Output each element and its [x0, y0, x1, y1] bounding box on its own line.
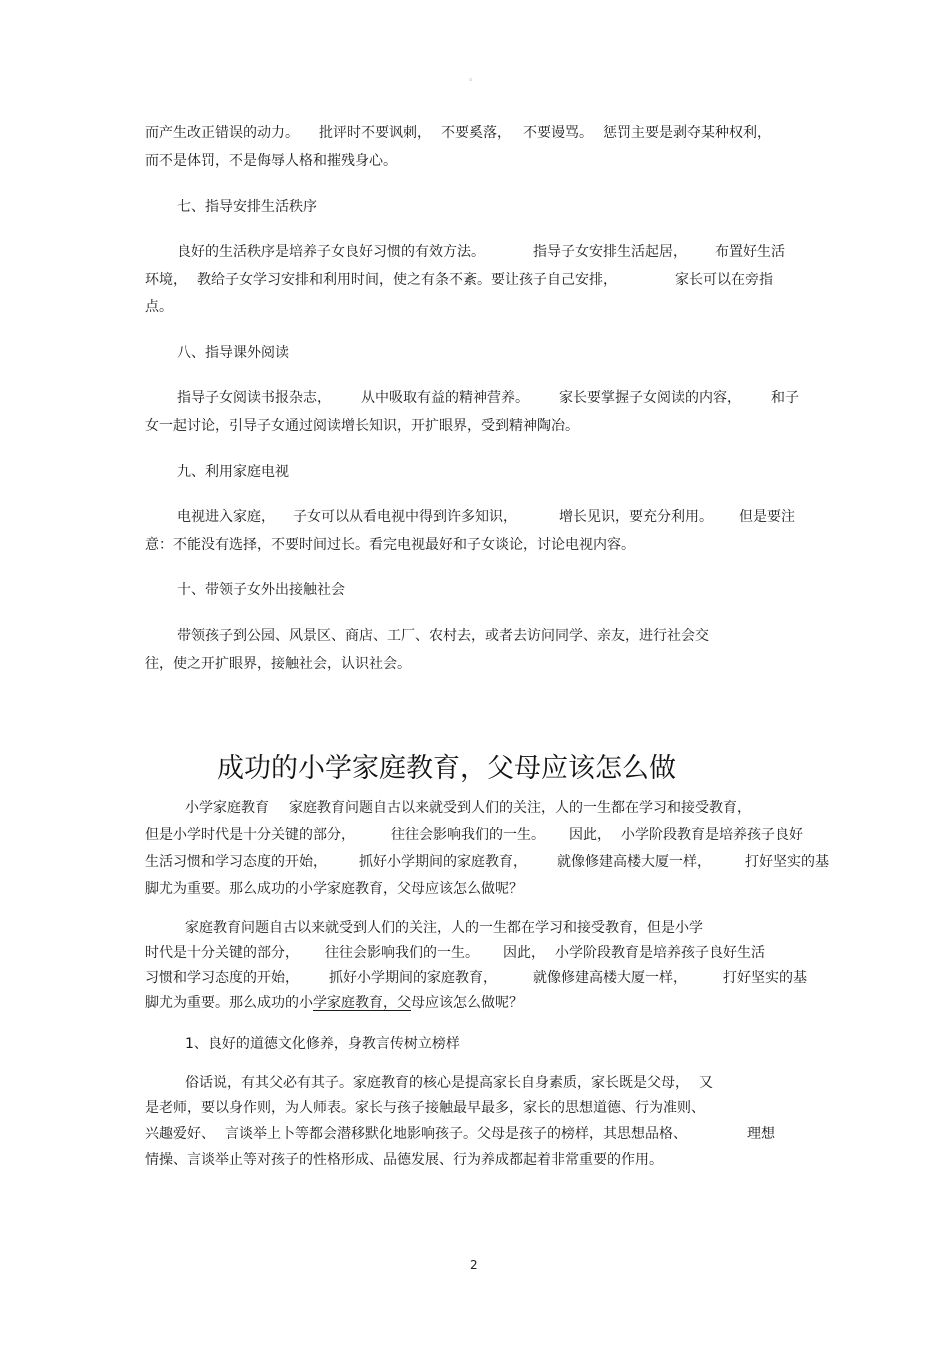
text-line	[177, 507, 795, 527]
text-span: 指导子女安排生活起居，	[533, 244, 687, 260]
underlined-text: 学家庭教育，父	[313, 995, 411, 1011]
text-line	[185, 1073, 713, 1093]
text-span: 因此，	[503, 945, 545, 961]
text-span: 但是小学时代是十分关键的部分，	[145, 827, 355, 843]
text-span: 打好坚实的基	[723, 970, 807, 986]
text-span: 惩罚主要是剥夺某种权利，	[603, 125, 771, 141]
text-span: 脚尤为重要。那么成功的小	[145, 995, 313, 1011]
text-line	[177, 242, 785, 262]
text-span: 习惯和学习态度的开始，	[145, 970, 299, 986]
text-line: 脚尤为重要。那么成功的小学家庭教育，父母应该怎么做呢？	[145, 881, 523, 897]
text-span: 抓好小学期间的家庭教育，	[359, 854, 527, 870]
text-line: 点。	[145, 299, 173, 315]
text-span: 教给子女学习安排和利用时间，使之有条不紊。要让孩子自己安排，	[197, 272, 617, 288]
text-line	[145, 943, 765, 963]
text-line	[177, 388, 799, 408]
text-line: 是老师，要以身作则，为人师表。家长与孩子接触最早最多，家长的思想道德、行为准则、	[145, 1100, 705, 1116]
text-span: 因此，	[569, 827, 611, 843]
text-line	[145, 852, 829, 872]
text-span: 不要奚落，	[441, 125, 511, 141]
text-span: 而产生改正错误的动力。	[145, 125, 299, 141]
point-heading: 1、良好的道德文化修养，身教言传树立榜样	[185, 1036, 460, 1052]
text-line	[145, 968, 807, 988]
section-heading: 九、利用家庭电视	[177, 464, 289, 480]
text-span: 小学阶段教育是培养孩子良好	[621, 827, 803, 843]
text-span: 打好坚实的基	[745, 854, 829, 870]
text-span: 往往会影响我们的一生。	[391, 827, 545, 843]
header-mark: 。	[469, 73, 479, 83]
text-line	[145, 1124, 775, 1144]
article-title: 成功的小学家庭教育，父母应该怎么做	[217, 753, 676, 784]
text-span: 理想	[747, 1126, 775, 1142]
text-span: 环境，	[145, 272, 187, 288]
text-line: 往，使之开扩眼界，接触社会，认识社会。	[145, 656, 411, 672]
text-span: 良好的生活秩序是培养子女良好习惯的有效方法。	[177, 244, 485, 260]
text-line	[145, 123, 771, 143]
text-span: 就像修建高楼大厦一样，	[557, 854, 711, 870]
text-line	[145, 825, 803, 845]
text-span: 又	[699, 1075, 713, 1091]
section-heading: 八、指导课外阅读	[177, 345, 289, 361]
text-line	[145, 993, 523, 1013]
text-line: 女一起讨论，引导子女通过阅读增长知识，开扩眼界，受到精神陶冶。	[145, 418, 579, 434]
text-line: 家庭教育问题自古以来就受到人们的关注，人的一生都在学习和接受教育，但是小学	[185, 920, 703, 936]
text-span: 家长可以在旁指	[675, 272, 773, 288]
text-span: 子女可以从看电视中得到许多知识，	[293, 509, 517, 525]
text-span: 家长要掌握子女阅读的内容，	[559, 390, 741, 406]
text-span: 生活习惯和学习态度的开始，	[145, 854, 327, 870]
text-span: 母应该怎么做呢？	[411, 995, 523, 1011]
page-number: 2	[470, 1258, 478, 1272]
text-line	[185, 798, 751, 818]
text-line: 带领孩子到公园、风景区、商店、工厂、农村去，或者去访问同学、亲友，进行社会交	[177, 628, 709, 644]
text-span: 不要谩骂。	[523, 125, 593, 141]
text-span: 但是要注	[739, 509, 795, 525]
text-span: 电视进入家庭，	[177, 509, 275, 525]
text-span: 增长见识，要充分利用。	[559, 509, 713, 525]
text-span: 往往会影响我们的一生。	[325, 945, 479, 961]
text-span: 抓好小学期间的家庭教育，	[329, 970, 497, 986]
text-span: 就像修建高楼大厦一样，	[533, 970, 687, 986]
text-span: 从中吸取有益的精神营养。	[361, 390, 529, 406]
text-line: 而不是体罚，不是侮辱人格和摧残身心。	[145, 153, 397, 169]
text-span: 批评时不要讽刺，	[319, 125, 431, 141]
text-span: 时代是十分关键的部分，	[145, 945, 299, 961]
section-heading: 七、指导安排生活秩序	[177, 199, 317, 215]
text-span: 家庭教育问题自古以来就受到人们的关注，人的一生都在学习和接受教育，	[289, 800, 751, 816]
text-span: 兴趣爱好、	[145, 1126, 215, 1142]
section-heading: 十、带领子女外出接触社会	[177, 582, 345, 598]
text-span: 俗话说，有其父必有其子。家庭教育的核心是提高家长自身素质，家长既是父母，	[185, 1075, 689, 1091]
text-span: 小学阶段教育是培养孩子良好生活	[555, 945, 765, 961]
text-line: 意：不能没有选择，不要时间过长。看完电视最好和子女谈论，讨论电视内容。	[145, 537, 635, 553]
text-line: 情操、言谈举止等对孩子的性格形成、品德发展、行为养成都起着非常重要的作用。	[145, 1152, 663, 1168]
text-line	[145, 270, 773, 290]
text-span: 布置好生活	[715, 244, 785, 260]
text-span: 和子	[771, 390, 799, 406]
text-span: 言谈举上卜等都会潜移默化地影响孩子。父母是孩子的榜样，其思想品格、	[225, 1126, 687, 1142]
text-span: 指导子女阅读书报杂志，	[177, 390, 331, 406]
text-span: 小学家庭教育	[185, 800, 269, 816]
